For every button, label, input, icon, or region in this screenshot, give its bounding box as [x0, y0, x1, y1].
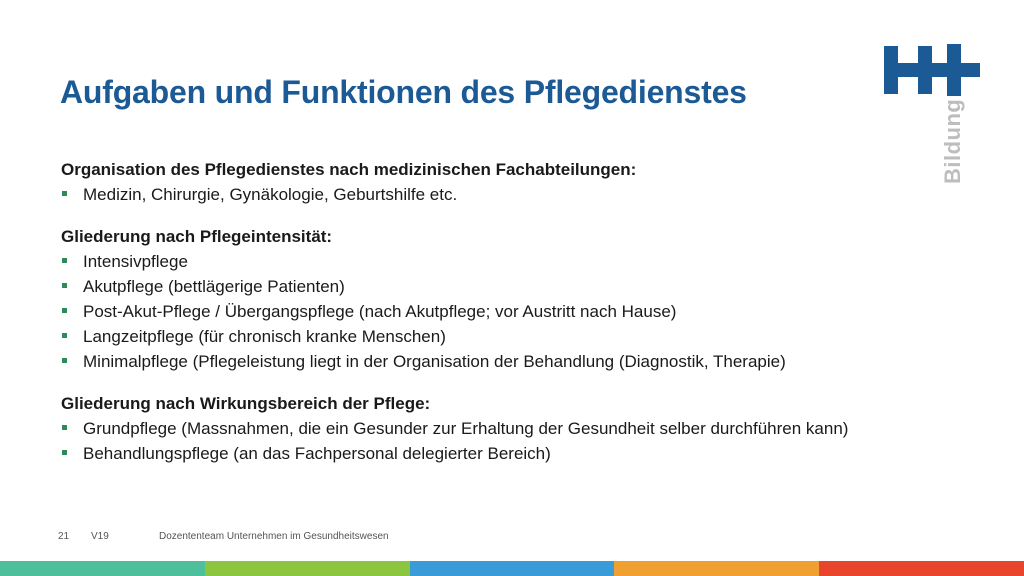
hplus-mark-icon [884, 44, 984, 96]
stripe-segment [0, 561, 205, 576]
square-bullet-icon [62, 258, 67, 263]
square-bullet-icon [62, 191, 67, 196]
color-stripe [0, 561, 1024, 576]
stripe-segment [614, 561, 819, 576]
square-bullet-icon [62, 283, 67, 288]
section-pflegeintensitaet [61, 225, 981, 374]
list-item: Intensivpflege [61, 249, 981, 274]
footer-team: Dozententeam Unternehmen im Gesundheitswesen [159, 531, 389, 542]
stripe-segment [819, 561, 1024, 576]
section-heading: Organisation des Pflegedienstes nach medizinischen Fachabteilungen: [61, 160, 637, 179]
square-bullet-icon [62, 308, 67, 313]
square-bullet-icon [62, 358, 67, 363]
bullet-list [61, 416, 981, 466]
section-heading: Gliederung nach Pflegeintensität: [61, 227, 333, 246]
list-item: Langzeitpflege (für chronisch kranke Menschen) [61, 324, 981, 349]
bullet-list [61, 249, 981, 374]
list-item: Minimalpflege (Pflegeleistung liegt in der Organisation der Behandlung (Diagnostik, Therapie) [61, 349, 981, 374]
logo-wordmark: Bildung [940, 98, 965, 184]
square-bullet-icon [62, 450, 67, 455]
list-item: Behandlungspflege (an das Fachpersonal delegierter Bereich) [61, 441, 981, 466]
slide-content [61, 158, 981, 484]
square-bullet-icon [62, 333, 67, 338]
list-item: Grundpflege (Massnahmen, die ein Gesunder zur Erhaltung der Gesundheit selber durchführen kann) [61, 416, 981, 441]
section-heading: Gliederung nach Wirkungsbereich der Pflege: [61, 394, 431, 413]
stripe-segment [410, 561, 614, 576]
slide-footer [0, 531, 1024, 545]
square-bullet-icon [62, 425, 67, 430]
bullet-list [61, 182, 981, 207]
section-fachabteilungen [61, 158, 981, 207]
version-label: V19 [91, 531, 109, 542]
list-item: Post-Akut-Pflege / Übergangspflege (nach Akutpflege; vor Austritt nach Hause) [61, 299, 981, 324]
list-item: Medizin, Chirurgie, Gynäkologie, Geburtshilfe etc. [61, 182, 981, 207]
page-number: 21 [58, 531, 70, 542]
list-item: Akutpflege (bettlägerige Patienten) [61, 274, 981, 299]
stripe-segment [205, 561, 410, 576]
slide-title: Aufgaben und Funktionen des Pflegedienstes [60, 74, 747, 110]
section-wirkungsbereich [61, 392, 981, 466]
